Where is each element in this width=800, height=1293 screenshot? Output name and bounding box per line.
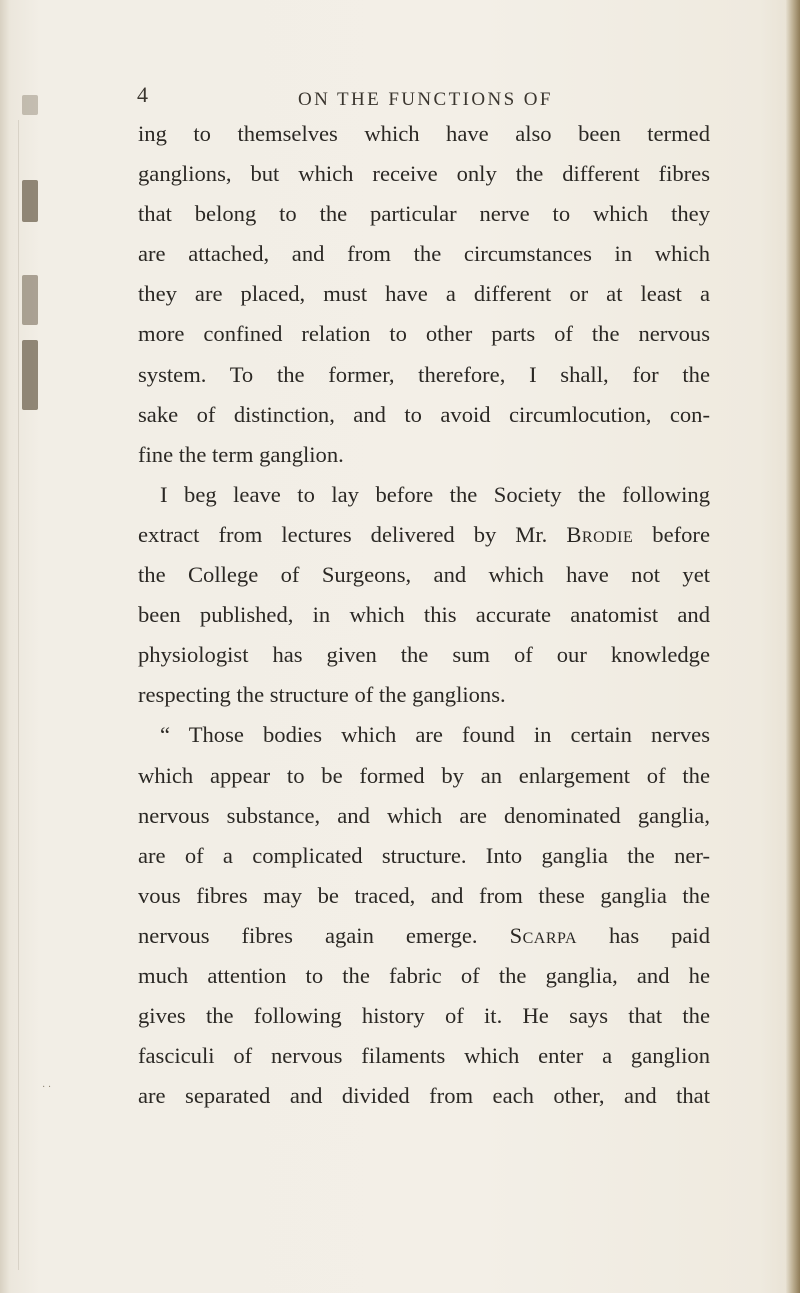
author-name-scarpa: Scarpa bbox=[509, 922, 578, 948]
text-line: “ Those bodies which are found in certain nerves bbox=[160, 722, 710, 748]
text-line: gives the following history of it. He says that the bbox=[138, 1003, 710, 1029]
text-line: ganglions, but which receive only the different fibres bbox=[138, 161, 710, 187]
margin-speck: · · bbox=[42, 1082, 52, 1093]
text-line: I beg leave to lay before the Society the following bbox=[160, 481, 710, 507]
text-line: system. To the former, therefore, I shall, for the bbox=[138, 361, 710, 387]
text-line: which appear to be formed by an enlargement of the bbox=[138, 762, 710, 788]
text-line bbox=[138, 916, 710, 956]
text-line: fasciculi of nervous filaments which enter a ganglion bbox=[138, 1043, 710, 1069]
text-line: are attached, and from the circumstances in which bbox=[138, 241, 710, 267]
text-line: that belong to the particular nerve to which they bbox=[138, 201, 710, 227]
page-number: 4 bbox=[137, 82, 148, 107]
text-line: fine the term ganglion. bbox=[138, 441, 344, 467]
text-run: has paid bbox=[577, 922, 710, 948]
ink-bleed-mark bbox=[22, 340, 38, 410]
text-line: sake of distinction, and to avoid circumlocution, con- bbox=[138, 401, 710, 427]
ink-bleed-mark bbox=[22, 95, 38, 115]
text-run: extract from lectures delivered by Mr. bbox=[138, 521, 567, 547]
text-line: they are placed, must have a different or at least a bbox=[138, 281, 710, 307]
text-line: the College of Surgeons, and which have not yet bbox=[138, 562, 710, 588]
ink-bleed-mark bbox=[22, 275, 38, 325]
running-head: ON THE FUNCTIONS OF bbox=[298, 89, 553, 110]
text-line: respecting the structure of the ganglions. bbox=[138, 682, 506, 708]
text-line: been published, in which this accurate anatomist and bbox=[138, 602, 710, 628]
gutter-fold-line bbox=[18, 120, 19, 1270]
text-line: much attention to the fabric of the ganglia, and he bbox=[138, 962, 710, 988]
text-line: are separated and divided from each other, and that bbox=[138, 1083, 710, 1109]
text-line: vous fibres may be traced, and from these ganglia the bbox=[138, 882, 710, 908]
text-line: nervous substance, and which are denominated ganglia, bbox=[138, 802, 710, 828]
text-line bbox=[138, 515, 710, 555]
page-right-edge bbox=[786, 0, 800, 1293]
ink-bleed-mark bbox=[22, 180, 38, 222]
text-line: are of a complicated structure. Into ganglia the ner- bbox=[138, 842, 710, 868]
text-line: ing to themselves which have also been termed bbox=[138, 121, 710, 146]
text-line: physiologist has given the sum of our knowledge bbox=[138, 642, 710, 668]
text-run: nervous fibres again emerge. bbox=[138, 922, 510, 948]
text-run: before bbox=[633, 521, 710, 547]
text-line: more confined relation to other parts of the nervous bbox=[138, 321, 710, 347]
body-text bbox=[138, 114, 710, 1116]
author-name-brodie: Brodie bbox=[566, 521, 634, 547]
page-gutter-edge bbox=[0, 0, 10, 1293]
